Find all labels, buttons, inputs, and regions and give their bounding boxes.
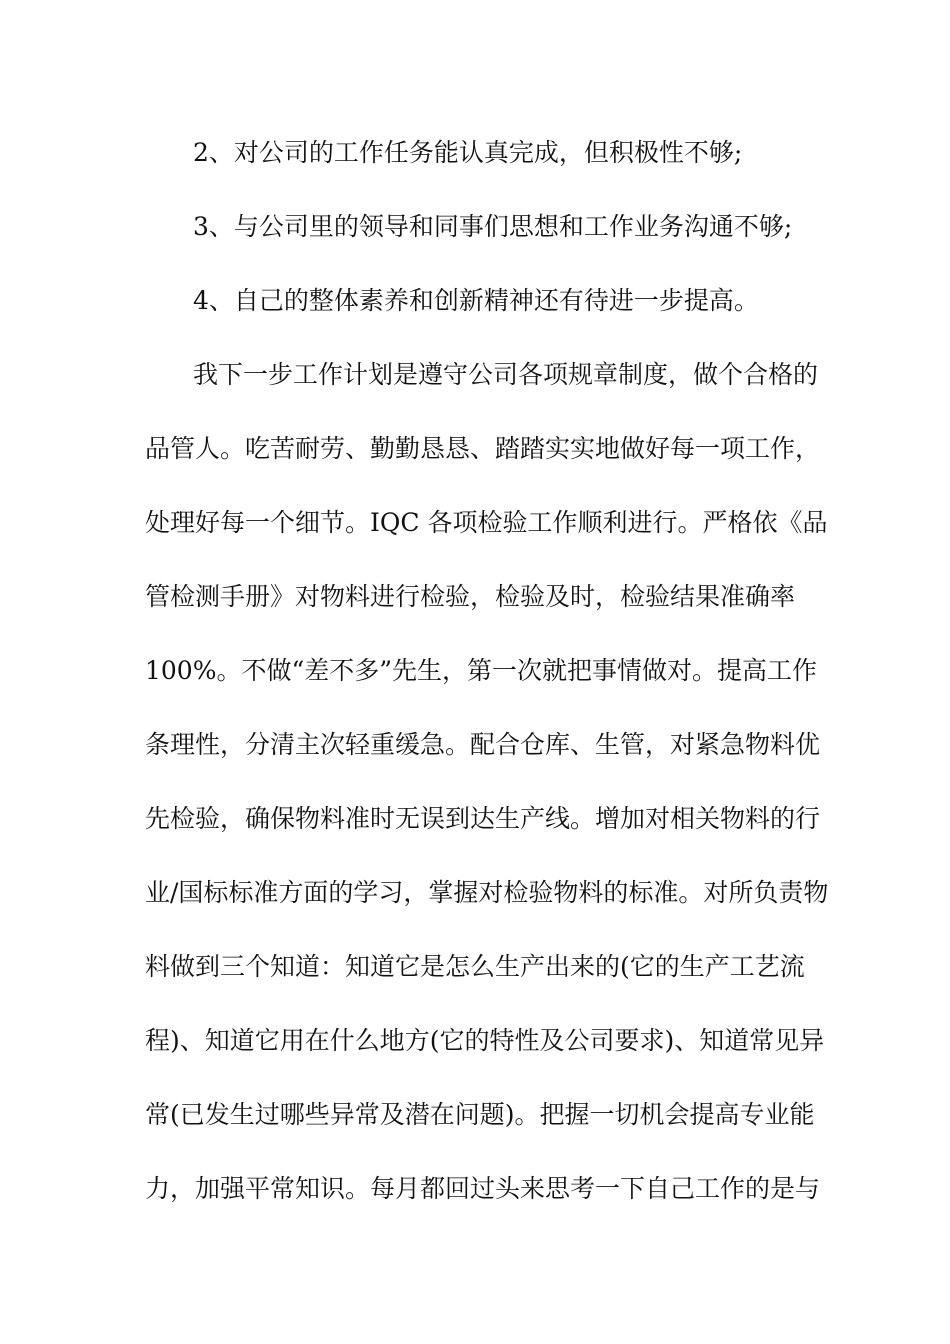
paragraph-line: 常(已发生过哪些异常及潜在问题)。把握一切机会提高专业能 (145, 1100, 815, 1129)
paragraph-line: 品管人。吃苦耐劳、勤勤恳恳、踏踏实实地做好每一项工作， (145, 434, 821, 463)
paragraph-line: 程)、知道它用在什么地方(它的特性及公司要求)、知道常见异 (145, 1026, 825, 1055)
paragraph-line: 管检测手册》对物料进行检验，检验及时，检验结果准确率 (145, 582, 796, 611)
paragraph-line: 条理性，分清主次轻重缓急。配合仓库、生管，对紧急物料优 (145, 730, 821, 759)
paragraph-line: 业/国标标准方面的学习，掌握对检验物料的标准。对所负责物 (145, 878, 829, 907)
list-item-3: 3、与公司里的领导和同事们思想和工作业务沟通不够; (193, 212, 793, 241)
paragraph-line: 力，加强平常知识。每月都回过头来思考一下自己工作的是与 (145, 1174, 821, 1203)
paragraph-line: 100%。不做“差不多”先生，第一次就把事情做对。提高工作 (145, 656, 818, 685)
list-item-4: 4、自己的整体素养和创新精神还有待进一步提高。 (193, 286, 759, 315)
paragraph-line: 料做到三个知道：知道它是怎么生产出来的(它的生产工艺流 (145, 952, 805, 981)
list-item-2: 2、对公司的工作任务能认真完成，但积极性不够; (193, 138, 743, 167)
paragraph-line: 先检验，确保物料准时无误到达生产线。增加对相关物料的行 (145, 804, 821, 833)
paragraph-line: 处理好每一个细节。IQC 各项检验工作顺利进行。严格依《品 (145, 508, 828, 537)
paragraph-line: 我下一步工作计划是遵守公司各项规章制度，做个合格的 (193, 360, 819, 389)
